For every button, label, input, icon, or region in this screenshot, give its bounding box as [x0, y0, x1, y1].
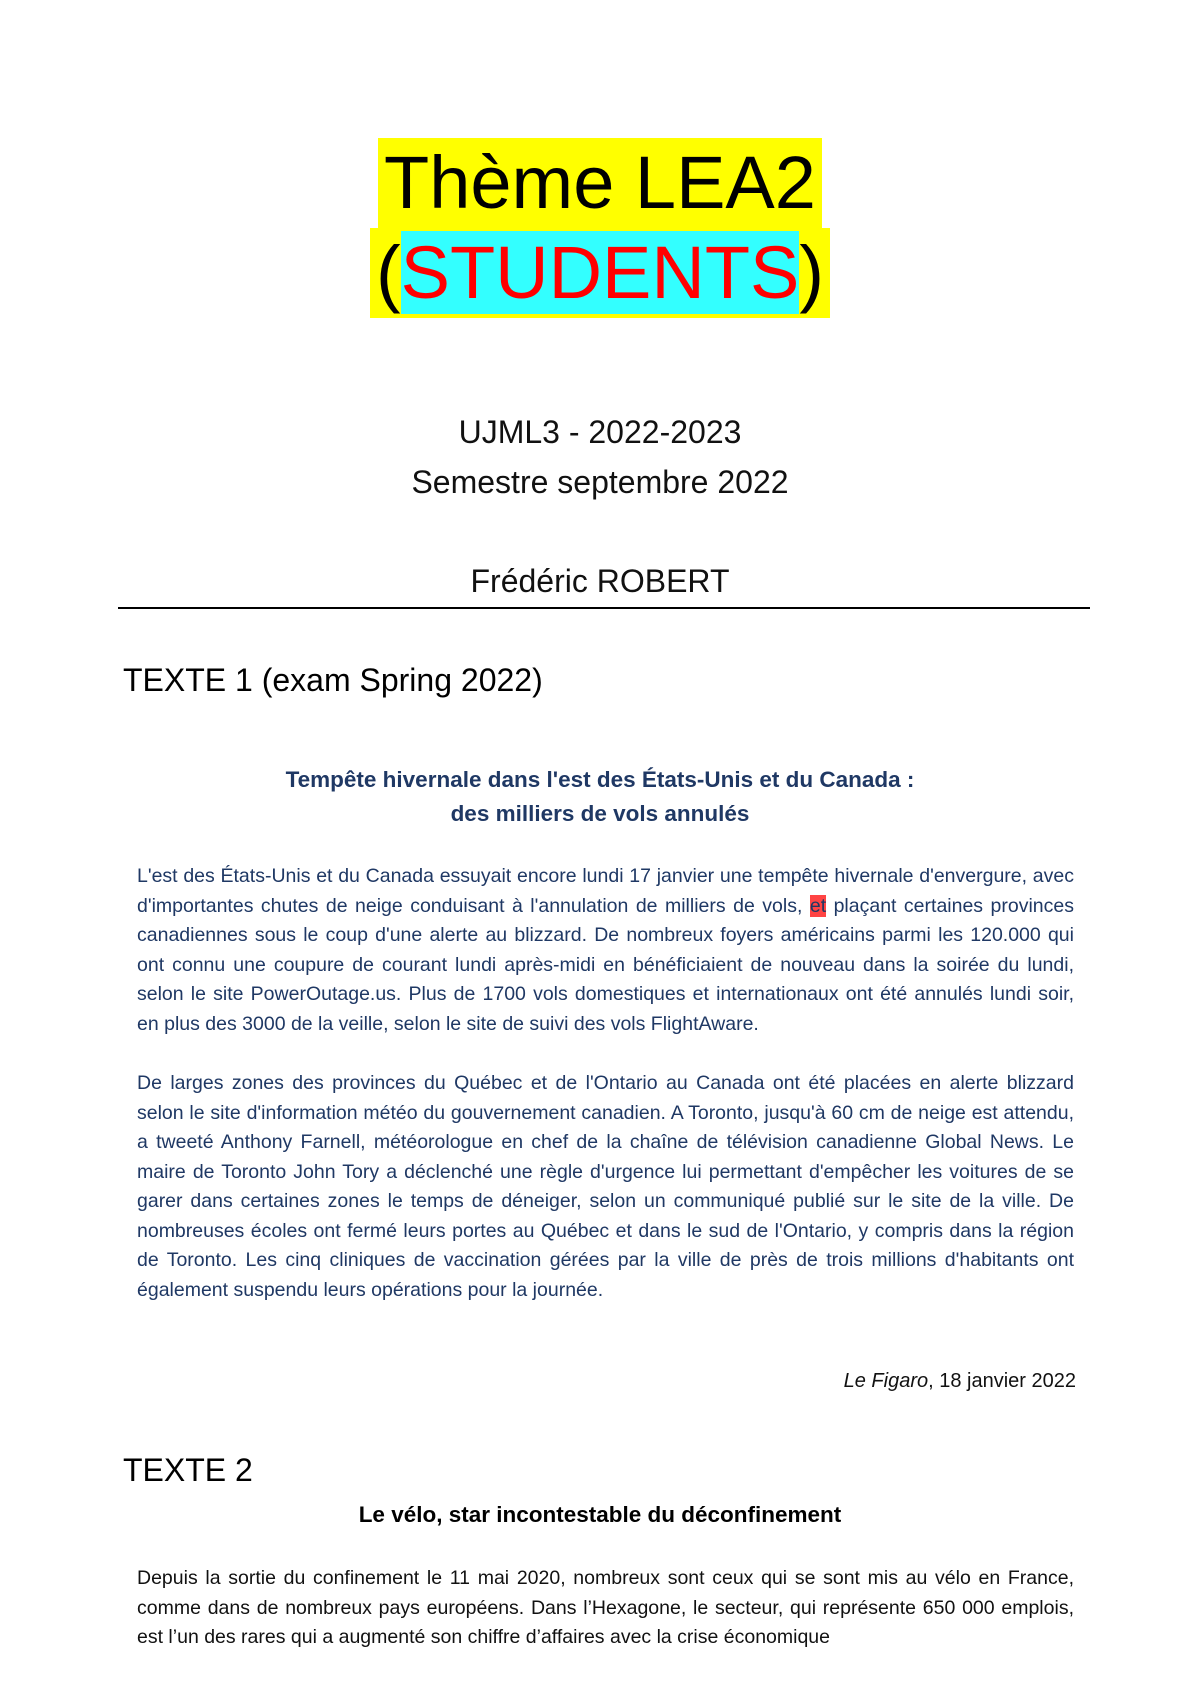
- texte1-paragraph-2: De larges zones des provinces du Québec et de l'Ontario au Canada ont été placées en alerte blizzard selon le site d'information météo du gouvernement canadien. A Toronto, jusqu'à 60 cm de neige est attendu, a tweeté Anthony Farnell, météorologue en chef de la chaîne de télévision canadienne Global News. Le maire de Toronto John Tory a déclenché une règle d'urgence lui permettant d'empêcher les voitures de se garer dans certaines zones le temps de déneiger, selon un communiqué publié sur le site de la ville. De nombreuses écoles ont fermé leurs portes au Québec et dans le sud de l'Ontario, y compris dans la région de Toronto. Les cinq cliniques de vaccination gérées par la ville de près de trois millions d'habitants ont également suspendu leurs opérations pour la journée.: [137, 1072, 1074, 1301]
- texte1-paragraph-1: [137, 862, 1074, 1039]
- horizontal-rule: [118, 607, 1090, 609]
- source-date: , 18 janvier 2022: [928, 1370, 1076, 1392]
- semester: Semestre septembre 2022: [411, 464, 789, 500]
- document-title: [0, 138, 1200, 318]
- texte2-paragraph-1: Depuis la sortie du confinement le 11 mai 2020, nombreux sont ceux qui se sont mis au vélo en France, comme dans de nombreux pays européens. Dans l’Hexagone, le secteur, qui représente 650 000 emplois, est l’un des rares qui a augmenté son chiffre d’affaires avec la crise économique: [137, 1567, 1074, 1648]
- title-line-1: Thème LEA2: [378, 138, 822, 228]
- texte1-heading: TEXTE 1 (exam Spring 2022): [123, 662, 543, 698]
- source-publication: Le Figaro: [843, 1370, 929, 1392]
- texte1-p1-end: plaçant certaines provinces canadiennes sous le coup d'une alerte au blizzard. De nombreux foyers américains parmi les 120.000 qui ont connu une coupure de courant lundi après-midi en bénéficiaient de nouveau dans la soirée du lundi, selon le site PowerOutage.us. Plus de 1700 vols domestiques et internationaux ont été annulés lundi soir, en plus des 3000 de la veille, selon le site de suivi des vols FlightAware.: [137, 894, 1074, 1035]
- texte2-article-title: Le vélo, star incontestable du déconfinement: [358, 1502, 842, 1527]
- author: Frédéric ROBERT: [470, 563, 730, 599]
- texte1-source: [844, 1370, 1076, 1393]
- texte1-article-title-line2: des milliers de vols annulés: [450, 801, 750, 826]
- texte2-heading: TEXTE 2: [123, 1452, 253, 1488]
- title-students: STUDENTS: [400, 231, 800, 314]
- texte1-article-title-line1: Tempête hivernale dans l'est des États-Unis et du Canada :: [285, 767, 915, 792]
- course-code: UJML3 - 2022-2023: [458, 414, 742, 450]
- title-close-paren: ): [799, 231, 825, 314]
- texte1-article-title: [0, 763, 1200, 831]
- title-open-paren: (: [375, 231, 401, 314]
- title-line-2: [370, 228, 830, 318]
- texte1-p1-start: L'est des États-Unis et du Canada essuyait encore lundi 17 janvier une tempête hivernale d'envergure, avec d'importantes chutes de neige conduisant à l'annulation de milliers de vols,: [137, 865, 1074, 917]
- highlighted-word: et: [809, 894, 827, 917]
